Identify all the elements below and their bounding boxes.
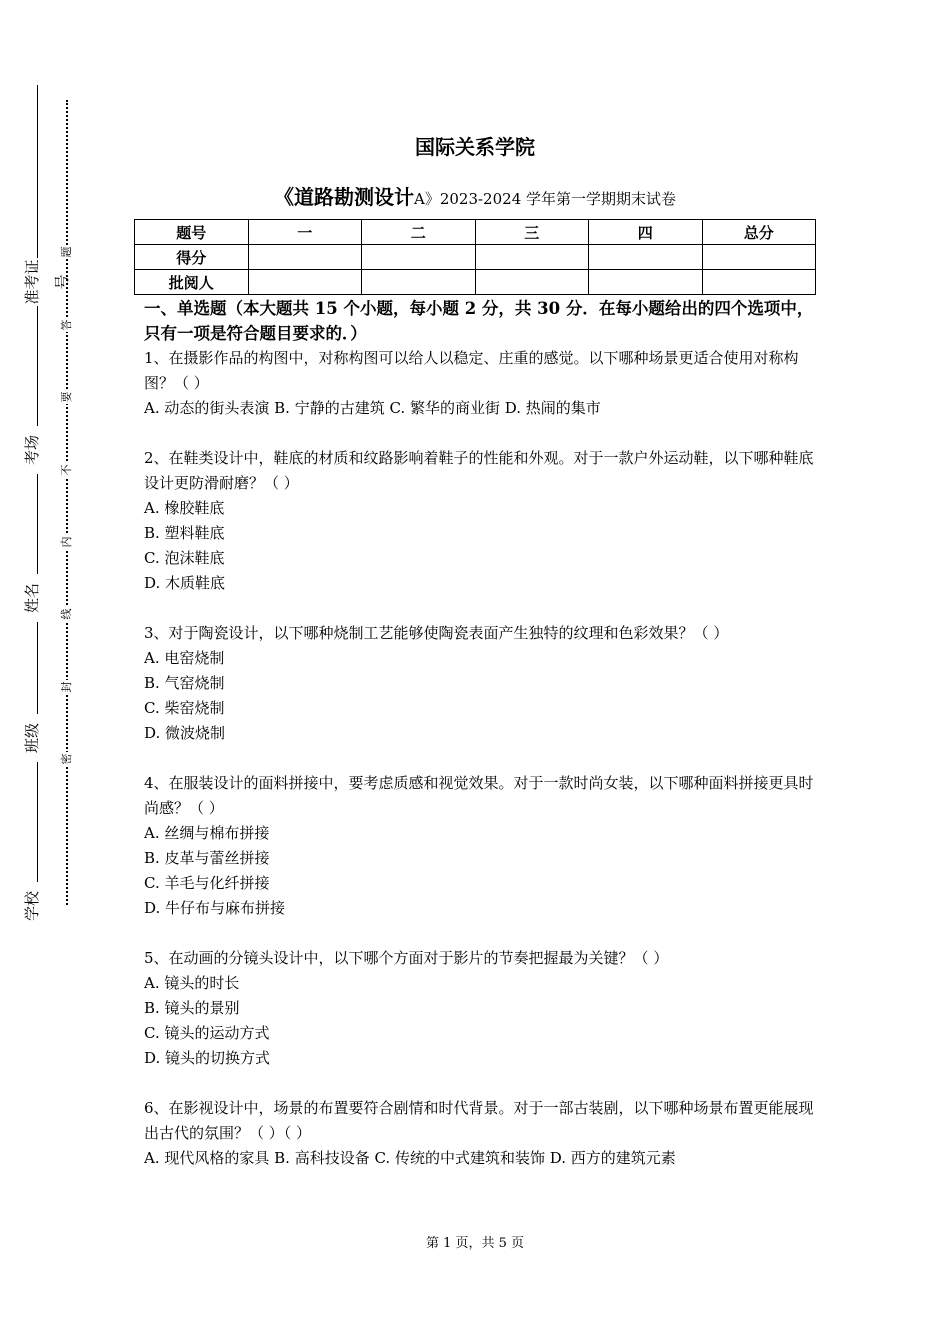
question-5: [144, 946, 816, 1071]
option-c: C. 镜头的运动方式: [144, 1024, 270, 1042]
exam-term: A》2023-2024 学年第一学期期末试卷: [413, 190, 677, 208]
score-cell: [589, 245, 703, 270]
option-a: A. 镜头的时长: [144, 974, 240, 992]
score-row: [135, 245, 816, 270]
exam-content: [144, 296, 816, 1196]
question-6: [144, 1096, 816, 1171]
question-stem: 5、在动画的分镜头设计中，以下哪个方面对于影片的节奏把握最为关键？（ ）: [144, 949, 669, 967]
grader-cell: [362, 270, 476, 295]
name-label: 姓名: [17, 574, 47, 622]
grader-cell: [475, 270, 589, 295]
header-cell: 二: [362, 220, 476, 245]
seal-char: 答: [60, 319, 73, 331]
question-stem: 6、在影视设计中，场景的布置要符合剧情和时代背景。对于一部古装剧，以下哪种场景布置更能展现出古代的氛围？（ ）（ ）: [144, 1099, 814, 1142]
exam-number-label: 准考证号: [17, 258, 47, 306]
seal-char: 内: [60, 536, 73, 548]
option-c: C. 羊毛与化纤拼接: [144, 874, 270, 892]
grader-cell: [702, 270, 816, 295]
option-d: D. 牛仔布与麻布拼接: [144, 899, 286, 917]
option-a: A. 电窑烧制: [144, 649, 225, 667]
option-b: B. 气窑烧制: [144, 674, 225, 692]
header-cell: 三: [475, 220, 589, 245]
option-a: A. 丝绸与棉布拼接: [144, 824, 270, 842]
section-title: 一、单选题（本大题共 15 个小题，每小题 2 分，共 30 分．在每小题给出的四个选项中，只有一项是符合题目要求的．）: [144, 299, 814, 343]
grader-cell: [589, 270, 703, 295]
header-cell: 题号: [135, 220, 249, 245]
grader-cell: [248, 270, 362, 295]
seal-char: 封: [60, 681, 73, 693]
grader-row: [135, 270, 816, 295]
exam-title: [0, 181, 950, 210]
header-cell: 一: [248, 220, 362, 245]
seal-char: 线: [60, 608, 73, 620]
row-label: 批阅人: [135, 270, 249, 295]
score-cell: [475, 245, 589, 270]
score-table: [134, 219, 816, 295]
question-stem: 1、在摄影作品的构图中，对称构图可以给人以稳定、庄重的感觉。以下哪种场景更适合使用对称构图？（ ）: [144, 349, 799, 392]
seal-char: 题: [60, 246, 73, 258]
option-d: D. 微波烧制: [144, 724, 226, 742]
binding-line: [37, 85, 38, 925]
seal-dotted-line: [66, 100, 68, 905]
score-cell: [362, 245, 476, 270]
option-d: D. 镜头的切换方式: [144, 1049, 271, 1067]
page-number: 第 1 页，共 5 页: [425, 1236, 525, 1251]
question-options: A. 动态的街头表演 B. 宁静的古建筑 C. 繁华的商业街 D. 热闹的集市: [144, 399, 601, 417]
row-label: 得分: [135, 245, 249, 270]
option-d: D. 木质鞋底: [144, 574, 226, 592]
school-label: 学校: [17, 882, 47, 930]
school-title: 国际关系学院: [415, 135, 535, 159]
question-stem: 4、在服装设计的面料拼接中，要考虑质感和视觉效果。对于一款时尚女装，以下哪种面料拼接更具时尚感？（ ）: [144, 774, 814, 817]
question-stem: 2、在鞋类设计中，鞋底的材质和纹路影响着鞋子的性能和外观。对于一款户外运动鞋，以下哪种鞋底设计更防滑耐磨？（ ）: [144, 449, 814, 492]
class-label: 班级: [17, 714, 47, 762]
option-b: B. 塑料鞋底: [144, 524, 225, 542]
question-stem: 3、对于陶瓷设计，以下哪种烧制工艺能够使陶瓷表面产生独特的纹理和色彩效果？（ ）: [144, 624, 729, 642]
question-1: [144, 346, 816, 421]
question-4: [144, 771, 816, 921]
option-b: B. 镜头的景别: [144, 999, 240, 1017]
seal-char: 密: [60, 753, 73, 765]
exam-course-name: 《道路勘测设计: [273, 185, 414, 209]
question-3: [144, 621, 816, 746]
score-cell: [248, 245, 362, 270]
exam-room-label: 考场: [17, 426, 47, 474]
score-table-header-row: [135, 220, 816, 245]
seal-char: 要: [60, 391, 73, 403]
header-cell: 总分: [702, 220, 816, 245]
option-c: C. 柴窑烧制: [144, 699, 225, 717]
score-cell: [702, 245, 816, 270]
seal-char: 不: [60, 464, 73, 476]
option-c: C. 泡沫鞋底: [144, 549, 225, 567]
option-a: A. 橡胶鞋底: [144, 499, 225, 517]
question-options: A. 现代风格的家具 B. 高科技设备 C. 传统的中式建筑和装饰 D. 西方的建筑元素: [144, 1149, 676, 1167]
question-2: [144, 446, 816, 596]
header-cell: 四: [589, 220, 703, 245]
option-b: B. 皮革与蕾丝拼接: [144, 849, 270, 867]
